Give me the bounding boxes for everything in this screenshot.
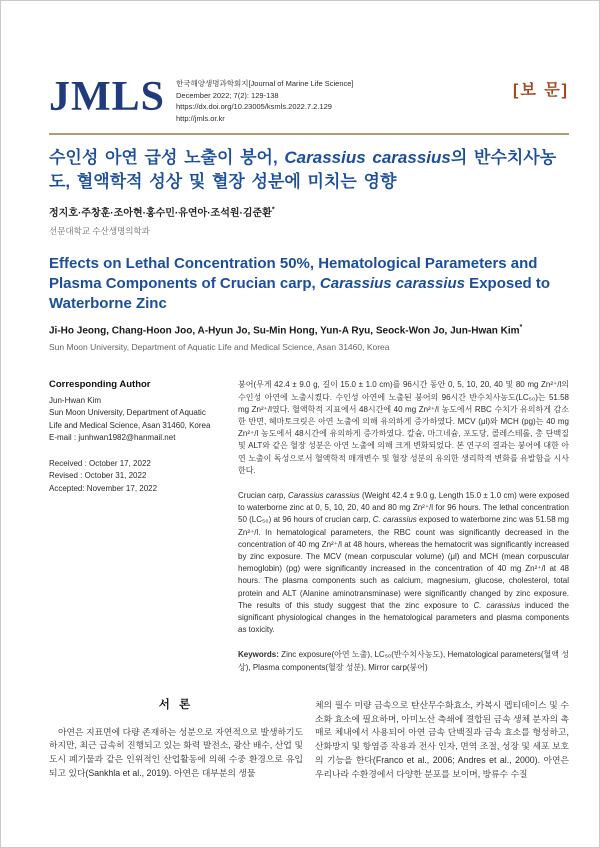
corresponding-author-address: Sun Moon University, Department of Aquatic Life and Medical Science, Asan 31460, Korea (49, 408, 211, 430)
doi-line: https://dx.doi.org/10.23005/ksmls.2022.7.2.129 (176, 102, 332, 111)
article-type-badge: [보 문] (512, 82, 569, 99)
korean-title-part2: 의 반수치사농도, 혈액학적 성상 및 혈장 성분에 미치는 영향 (49, 148, 557, 191)
intro-column-right (315, 699, 569, 782)
keywords-text: Zinc exposure(아연 노출), LC₅₀(반수치사농도), Hematological parameters(혈액 성상), Plasma components(혈장 성분), Mirror carp(붕어) (238, 650, 569, 672)
intro-paragraph-right: 체의 필수 미량 금속으로 탄산무수화효소, 카복시 펩티데이스 및 수소화 효소에 필요하며, 아미노산 측쇄에 결합된 금속 생체 분자의 촉매로 체내에서 사용되어 아연 금속 단백질과 금속 효소를 형성하고, 산화방지 및 항염증 작용과 전사 인자, 면역 조절, 성장 및 세포 보호의 기능을 한다(Franco et al., 2006; Andres et al., 2000). 아연은 우리나라 수환경에서 다양한 분포를 보이며, 방류수 수질 (315, 699, 569, 779)
jmls-logo: JMLS (49, 74, 166, 120)
english-affiliation: Sun Moon University, Department of Aquatic Life and Medical Science, Asan 31460, Korea (49, 342, 390, 353)
journal-info (176, 78, 354, 124)
species-name-italic: C. carassius (372, 515, 417, 525)
abstract-en-text: induced the significant physiological changes in the hematological parameters and plasma components as toxicity. (238, 600, 570, 635)
page-header (49, 75, 569, 124)
corresponding-author-block (49, 379, 216, 673)
keywords-label: Keywords: (238, 650, 279, 660)
corresponding-author-heading: Corresponding Author (49, 379, 151, 391)
introduction-section (49, 699, 569, 782)
journal-url-line: http://jmls.or.kr (176, 113, 225, 123)
intro-paragraph-left: 아연은 지표면에 다량 존재하는 성분으로 자연적으로 발생하기도 하지만, 최근 급속히 진행되고 있는 화력 발전소, 광산 배수, 산업 및 도시 폐기물과 같은 인위적인 산업활동에 의해 수중 환경으로 유입되고 있다(Sankhla et al., 2019). 아연은 대부분의 생물 (49, 726, 303, 778)
species-name-italic: Carassius carassius (287, 490, 360, 500)
corresponding-marker: * (519, 324, 523, 331)
species-name-italic: Carassius carassius (284, 148, 451, 167)
abstract-en-text: (Weight 42.4 ± 9.0 g, Length 15.0 ± 1.0 cm) were exposed to waterborne zinc at 0, 5, 10, 20, 40 and 80 mg Zn²⁺/l for 96 hours. The lethal concentration 50 (LC₅₀) at 96 hours of crucian carp, (238, 490, 570, 525)
header-rule (49, 133, 569, 135)
abstract-en-text: exposed to waterborne zinc was 51.58 mg Zn²⁺/l. In hematological parameters, the RBC count was significantly decreased in the concentration of 40 mg Zn²⁺/l at 48 hours, whereas the hematocrit was significantly increased by zinc exposure. The MCV (mean corpuscular volume) (μl) and MCH (mean corpuscular hemoglobin) (pg) were significantly increased in the concentration of 40 mg Zn²⁺/l at 48 hours. The plasma components such as calcium, magnesium, glucose, cholesterol, total protein and ALT (Alanine aminotransminase) were significantly changed by zinc exposure. The results of this study suggest that the zinc exposure to (238, 515, 569, 610)
species-name-italic: C. carassius (473, 600, 521, 610)
korean-title-part1: 수인성 아연 급성 노출이 붕어, (49, 148, 285, 167)
info-section (49, 379, 569, 673)
korean-author-names: 정지호·주창훈·조아현·홍수민·유연아·조석원·김준환 (49, 208, 272, 219)
species-name-italic: Carassius carassius (319, 275, 466, 292)
journal-name-line: 한국해양생명과학회지[Journal of Marine Life Science] (176, 79, 354, 88)
english-title-part1: Effects on Lethal Concentration 50%, Hematological Parameters and Plasma Components of Crucian carp, (49, 255, 538, 292)
keywords (238, 649, 569, 673)
abstract-english (238, 490, 569, 636)
received-date: Received : October 17, 2022 (49, 458, 151, 468)
abstract-korean: 붕어(무게 42.4 ± 9.0 g, 길이 15.0 ± 1.0 cm)를 96시간 동안 0, 5, 10, 20, 40 및 80 mg Zn²⁺/l의 수인성 아연에 노출시켰다. 수인성 아연에 노출된 붕어의 96시간 반수치사농도(LC₅₀)는 51.58 mg Zn²⁺/l였다. 혈액학적 지표에서 48시간에 40 mg Zn²⁺/l 농도에서 RBC 수치가 유의하게 감소한 반면, 헤마토크릿은 아연 노출에 의해 유의하게 증가하였다. MCV (μl)와 MCH (pg)는 40 mg Zn²⁺/l 농도에서 48시간에 유의하게 증가하였다. 칼슘, 마그네슘, 포도당, 콜레스테롤, 총 단백질 및 ALT와 같은 혈장 성분은 아연 노출에 의해 크게 변화되었다. 본 연구의 결과는 붕어에 대한 아연 노출이 독성으로서 혈액학적 매개변수 및 혈장 성분의 유의한 생리학적 변화를 유발함을 시사한다. (238, 380, 569, 475)
korean-affiliation: 선문대학교 수산생명의학과 (49, 226, 150, 236)
corresponding-author-name: Jun-Hwan Kim (49, 395, 102, 405)
intro-column-left (49, 699, 303, 782)
issue-line: December 2022; 7(2): 129-138 (176, 90, 279, 100)
english-authors (49, 324, 569, 336)
korean-title (49, 146, 569, 194)
abstract-en-text: Crucian carp, (238, 490, 288, 500)
revised-date: Revised : October 31, 2022 (49, 471, 147, 481)
english-author-names: Ji-Ho Jeong, Chang-Hoon Joo, A-Hyun Jo, Su-Min Hong, Yun-A Ryu, Seock-Won Jo, Jun-Hwan Kim (49, 325, 520, 337)
corresponding-author-email: E-mail : junhwan1982@hanmail.net (49, 433, 176, 443)
korean-authors (49, 204, 569, 219)
abstract-column (238, 379, 569, 673)
accepted-date: Accepted: November 17, 2022 (49, 483, 158, 493)
english-title (49, 254, 569, 314)
article-dates (49, 458, 216, 496)
corresponding-marker: * (271, 206, 275, 214)
english-title-part2: Exposed to Waterborne Zinc (49, 275, 551, 312)
intro-heading: 서 론 (158, 698, 194, 711)
